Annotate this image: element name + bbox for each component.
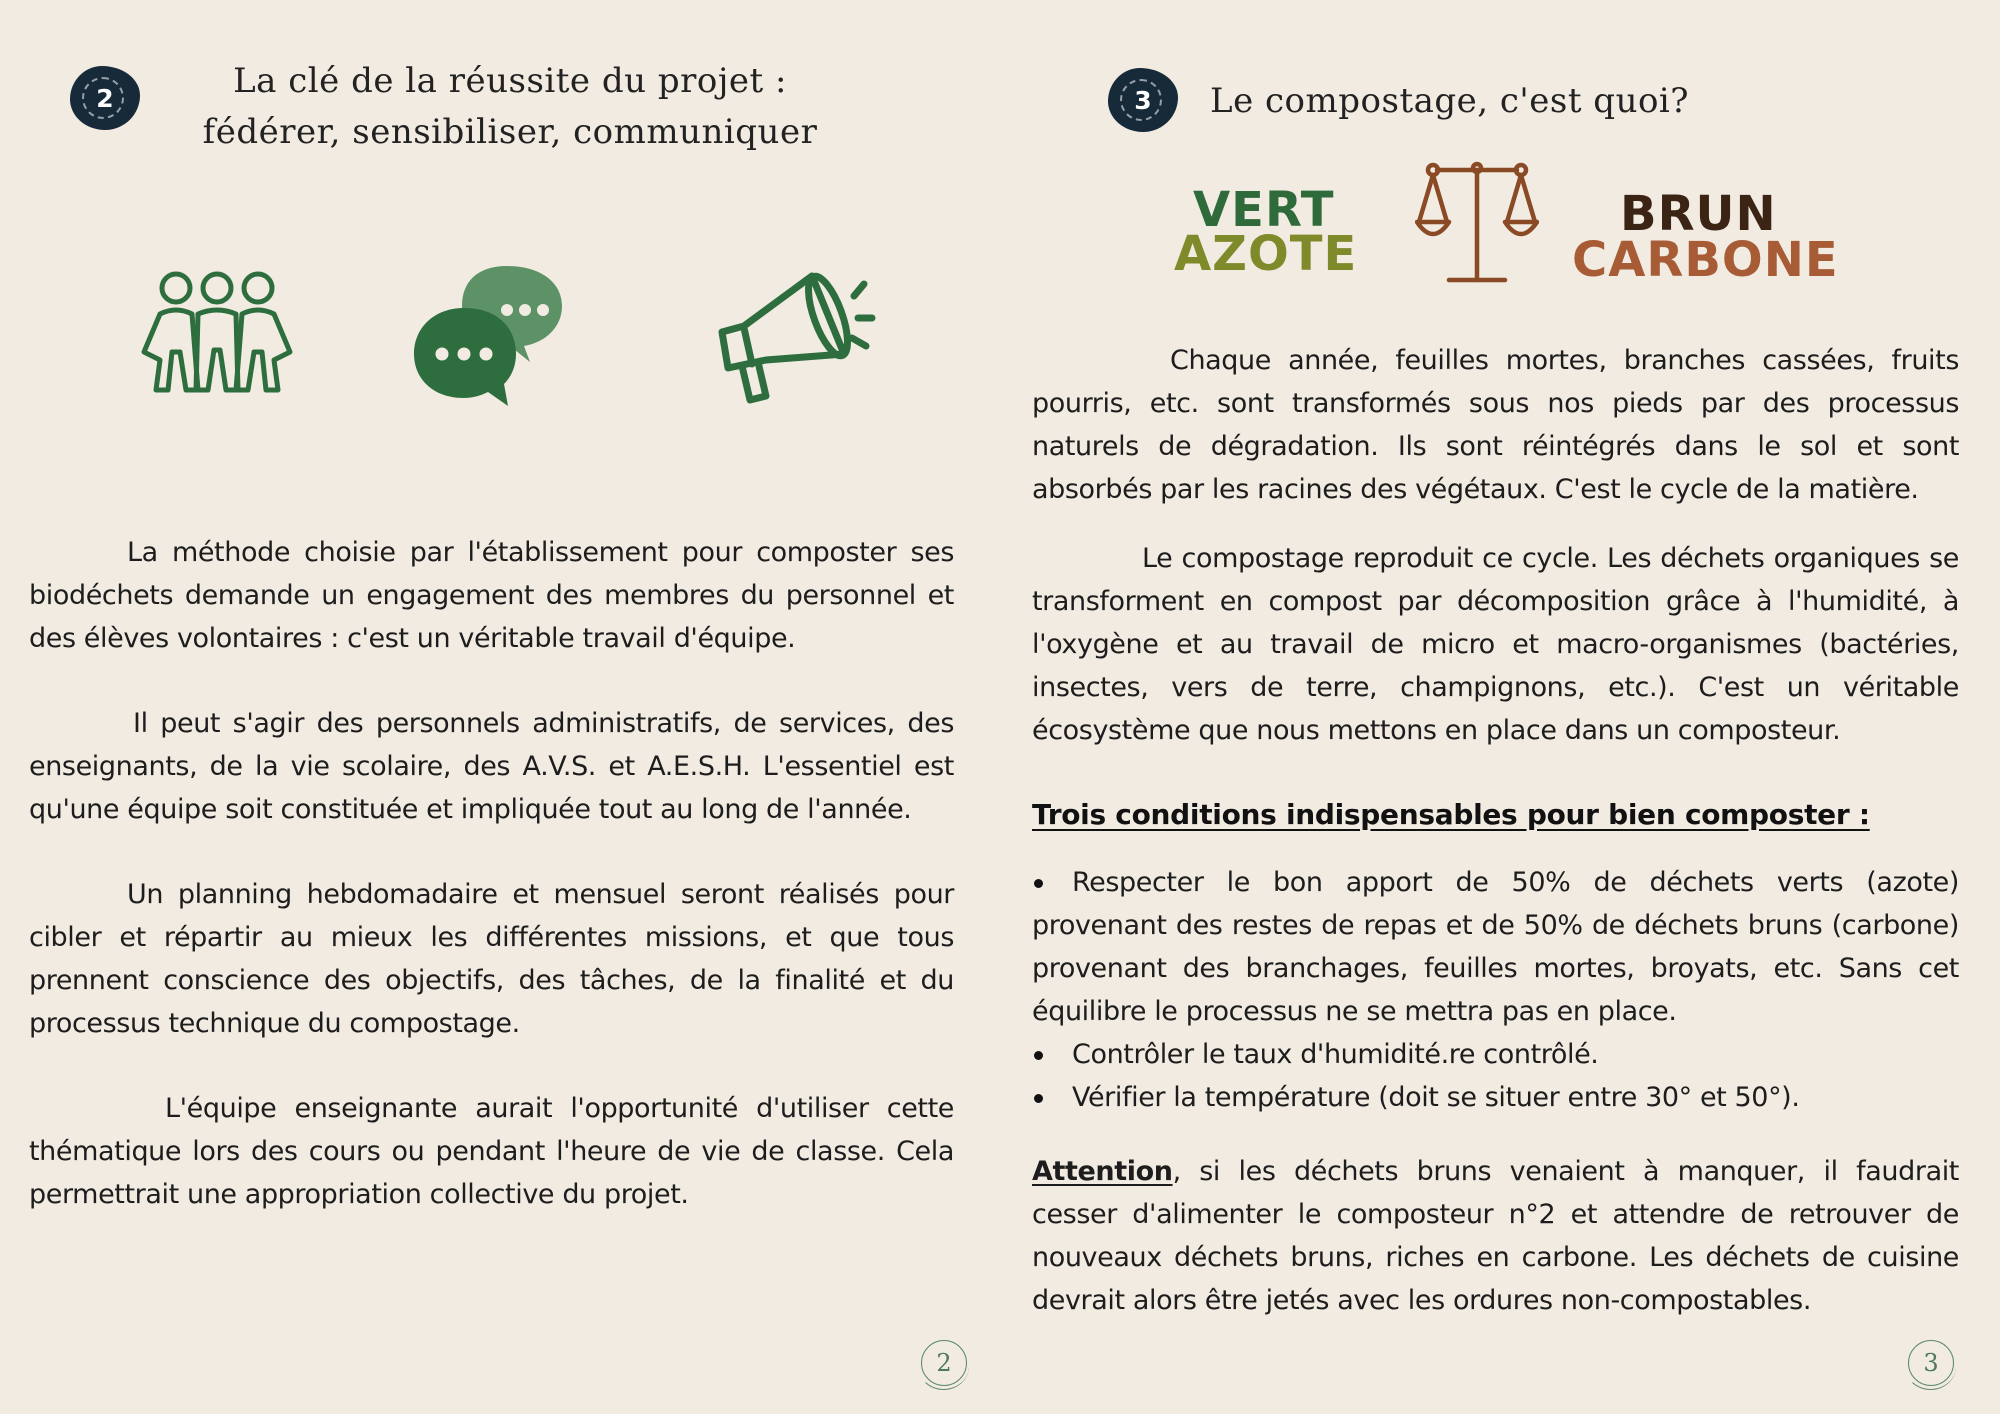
paragraph-2: Le compostage reproduit ce cycle. Les déchets organiques se transforment en compost par décomposition grâce à l'humidité, à l'oxygène et au travail de micro et macro-organismes (bactéries, insectes, vers de terre, champignons, etc.). C'est un véritable écosystème que nous mettons en place dans un composteur.	[1032, 543, 1959, 746]
page-title	[150, 56, 870, 158]
list-item: Respecter le bon apport de 50% de déchets verts (azote) provenant des restes de repas et de 50% de déchets bruns (carbone) provenant des branchages, feuilles mortes, broyats, etc. Sans cet équilibre le processus ne se mettra pas en place.	[1032, 861, 1959, 1033]
section-number: 3	[1134, 85, 1152, 115]
conditions-list	[1032, 861, 1959, 1119]
list-item: Contrôler le taux d'humidité.re contrôlé.	[1032, 1033, 1959, 1076]
conditions-heading: Trois conditions indispensables pour bien composter :	[1032, 798, 1870, 831]
title-line-1: La clé de la réussite du projet :	[233, 61, 787, 101]
balance-scale-icon	[1415, 160, 1539, 286]
section-badge	[1108, 68, 1178, 132]
megaphone-icon	[716, 268, 876, 408]
list-item: Vérifier la température (doit se situer entre 30° et 50°).	[1032, 1076, 1959, 1119]
attention-text: , si les déchets bruns venaient à manquer, il faudrait cesser d'alimenter le composteur n°2 et attendre de retrouver de nouveaux déchets bruns, riches en carbone. Les déchets de cuisine devrait alors être jetés avec les ordures non-compostables.	[1032, 1156, 1959, 1316]
people-group-icon	[138, 270, 296, 398]
page-title: Le compostage, c'est quoi?	[1210, 81, 1690, 121]
paragraph-2: Il peut s'agir des personnels administratifs, de services, des enseignants, de la vie scolaire, des A.V.S. et A.E.S.H. L'essentiel est qu'une équipe soit constituée et impliquée tout au long de l'année.	[29, 708, 954, 825]
paragraph-1: La méthode choisie par l'établissement pour composter ses biodéchets demande un engagement des membres du personnel et des élèves volontaires : c'est un véritable travail d'équipe.	[29, 537, 954, 654]
title-line-2: fédérer, sensibiliser, communiquer	[202, 112, 818, 152]
vert-label: VERT	[1193, 182, 1335, 238]
attention-paragraph	[1032, 1150, 1959, 1322]
section-number: 2	[96, 83, 114, 113]
brun-label: BRUN	[1620, 186, 1777, 242]
paragraph-3: Un planning hebdomadaire et mensuel seront réalisés pour cibler et répartir au mieux les différentes missions, et que tous prennent conscience des objectifs, des tâches, de la finalité et du processus technique du compostage.	[29, 879, 954, 1039]
page-number: 2	[921, 1340, 967, 1386]
page-number: 3	[1908, 1340, 1954, 1386]
chat-bubbles-icon	[412, 262, 564, 412]
azote-label: AZOTE	[1174, 226, 1358, 282]
section-badge	[70, 66, 140, 130]
attention-label: Attention	[1032, 1156, 1173, 1187]
right-page	[1000, 0, 2000, 1414]
paragraph-4: L'équipe enseignante aurait l'opportunité d'utiliser cette thématique lors des cours ou pendant l'heure de vie de classe. Cela permettrait une appropriation collective du projet.	[29, 1093, 954, 1210]
carbone-label: CARBONE	[1572, 232, 1839, 288]
paragraph-1: Chaque année, feuilles mortes, branches cassées, fruits pourris, etc. sont transformés sous nos pieds par des processus naturels de dégradation. Ils sont réintégrés dans le sol et sont absorbés par les racines des végétaux. C'est le cycle de la matière.	[1032, 345, 1959, 505]
